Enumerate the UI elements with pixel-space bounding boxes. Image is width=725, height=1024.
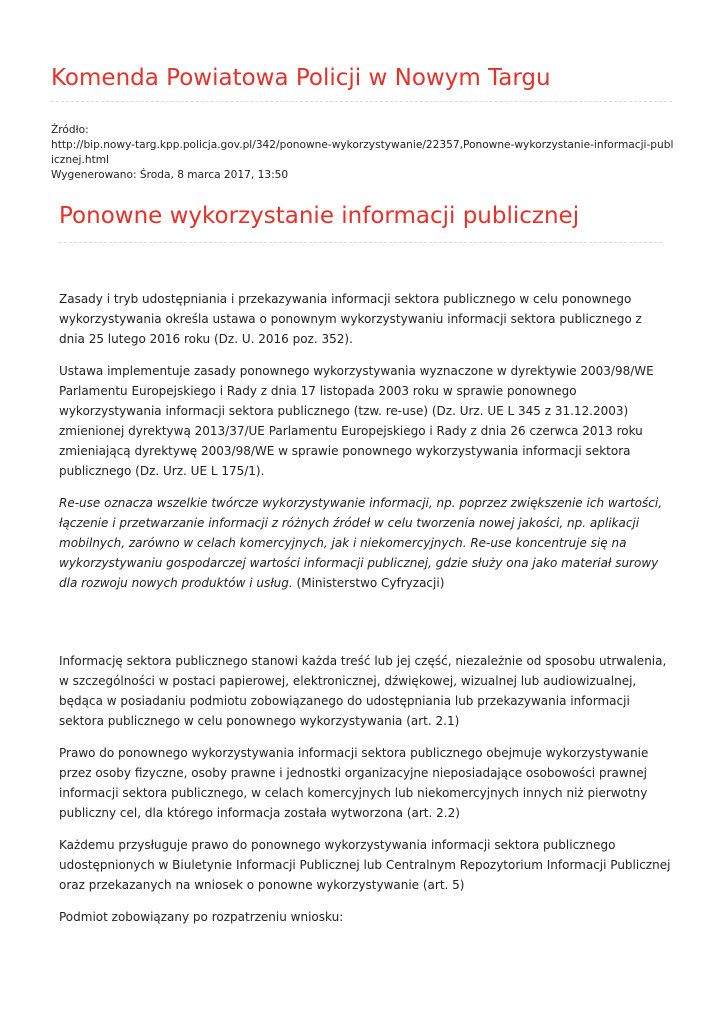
paragraph-reuse-right: Prawo do ponownego wykorzystywania informacji sektora publicznego obejmuje wykorzystywanie przez osoby fizyczne, osoby prawne i jednostki organizacyjne nieposiadające osobowości prawnej informacji sektora publicznego, w celach komercyjnych lub niekomercyjnych innych niż pierwotny publiczny cel, dla którego informacja została wytworzona (art. 2.2) xyxy=(59,746,649,820)
paragraph-spacer xyxy=(59,605,671,651)
paragraph-entitlement: Każdemu przysługuje prawo do ponownego wykorzystywania informacji sektora publicznego udostępnionych w Biuletynie Informacji Publicznej lub Centralnym Repozytorium Informacji Publicznej oraz przekazanych na wniosek o ponowne wykorzystywanie (art. 5) xyxy=(59,838,671,892)
article-title: Ponowne wykorzystanie informacji publicznej xyxy=(59,203,580,229)
article-body xyxy=(59,289,671,939)
paragraph-directive: Ustawa implementuje zasady ponownego wykorzystywania wyznaczone w dyrektywie 2003/98/WE Parlamentu Europejskiego i Rady z dnia 17 listopada 2003 roku w sprawie ponownego wykorzystywania informacji sektora publicznego (tzw. re-use) (Dz. Urz. UE L 345 z 31.12.2003) zmienionej dyrektywą 2013/37/UE Parlamentu Europejskiego i Rady z dnia 26 czerwca 2013 roku zmieniającą dyrektywę 2003/98/WE w sprawie ponownego wykorzystywania informacji sektora publicznego (Dz. Urz. UE L 175/1). xyxy=(59,364,654,478)
paragraph-public-info-definition: Informację sektora publicznego stanowi każda treść lub jej część, niezależnie od sposobu utrwalenia, w szczególności w postaci papierowej, elektronicznej, dźwiękowej, wizualnej lub audiowizualnej, będąca w posiadaniu podmiotu zobowiązanego do udostępniania lub przekazywania informacji sektora publicznego w celu ponownego wykorzystywania (art. 2.1) xyxy=(59,654,667,728)
paragraph-reuse-definition xyxy=(59,493,671,593)
article-title-divider xyxy=(59,242,662,243)
source-label: Źródło: xyxy=(51,124,89,136)
header-divider xyxy=(51,101,672,102)
source-meta xyxy=(51,123,676,183)
site-title: Komenda Powiatowa Policji w Nowym Targu xyxy=(51,65,551,91)
reuse-definition-source: (Ministerstwo Cyfryzacji) xyxy=(292,576,445,590)
reuse-definition-text: Re-use oznacza wszelkie twórcze wykorzystywanie informacji, np. poprzez zwiększenie ich wartości, łączenie i przetwarzanie informacji z różnych źródeł w celu tworzenia nowej jakości, np. aplikacji mobilnych, zarówno w celach komercyjnych, jak i niekomercyjnych. Re-use koncentruje się na wykorzystywaniu gospodarczej wartości informacji publicznej, gdzie służy ona jako materiał surowy dla rozwoju nowych produktów i usług. xyxy=(59,496,663,590)
paragraph-obliged-entity: Podmiot zobowiązany po rozpatrzeniu wniosku: xyxy=(59,910,344,924)
generated-date: Wygenerowano: Środa, 8 marca 2017, 13:50 xyxy=(51,169,289,181)
source-url: http://bip.nowy-targ.kpp.policja.gov.pl/342/ponowne-wykorzystywanie/22357,Ponowne-wykorzystanie-informacji-publicznej.html xyxy=(51,139,674,166)
paragraph-legal-basis: Zasady i tryb udostępniania i przekazywania informacji sektora publicznego w celu ponownego wykorzystywania określa ustawa o ponownym wykorzystywaniu informacji sektora publicznego z dnia 25 lutego 2016 roku (Dz. U. 2016 poz. 352). xyxy=(59,292,642,346)
